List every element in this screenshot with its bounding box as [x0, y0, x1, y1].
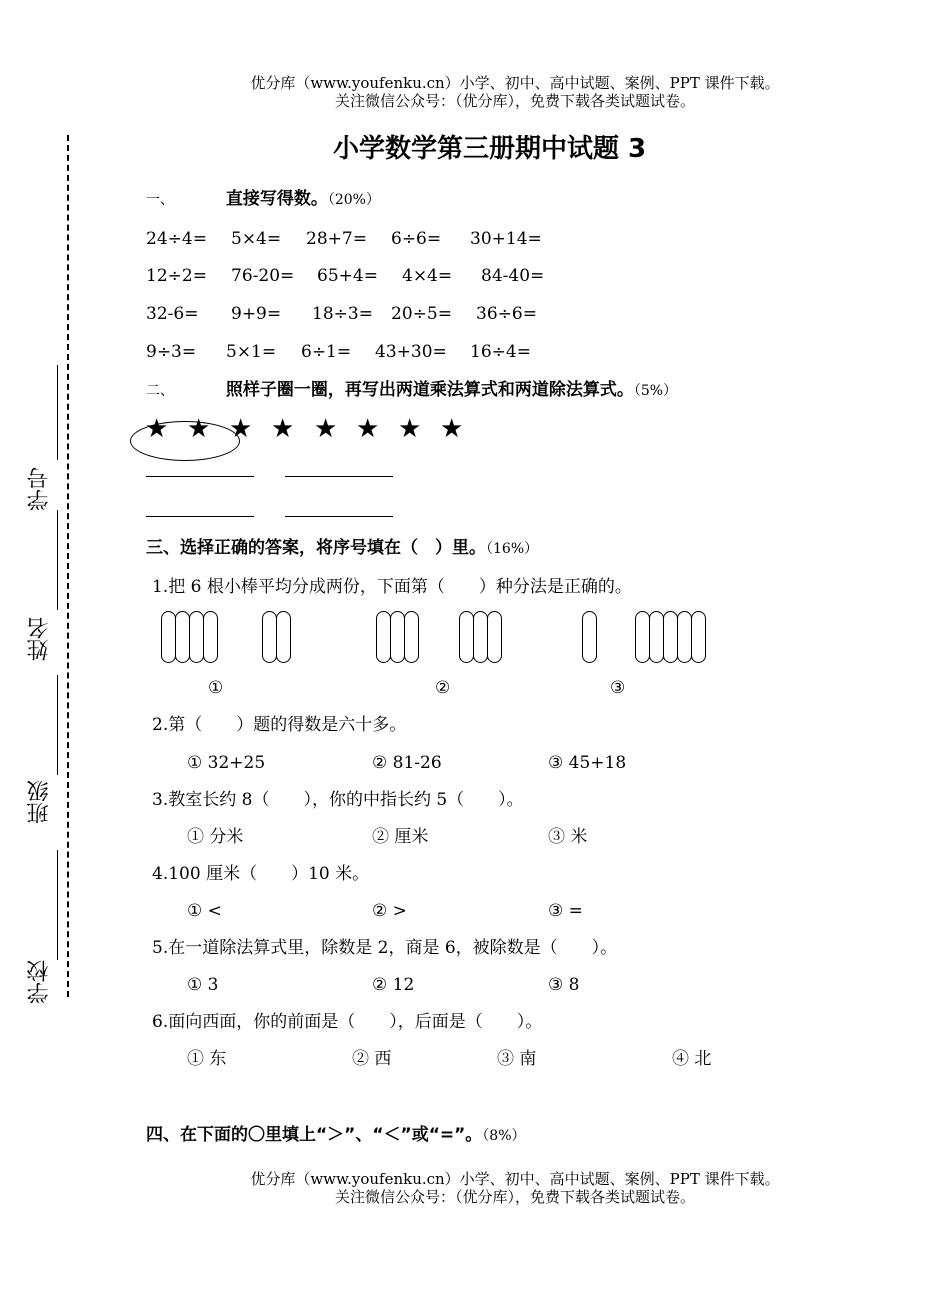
q4-text: 4.100 厘米（ ）10 米。 [152, 864, 370, 884]
star-icon: ★ [271, 414, 295, 444]
star-icon: ★ [187, 414, 211, 444]
answer-line-4[interactable] [285, 516, 393, 517]
stick [691, 611, 706, 663]
s1-r3c5: 36÷6= [476, 304, 537, 324]
q5-text: 5.在一道除法算式里，除数是 2，商是 6，被除数是（ ）。 [152, 938, 618, 958]
name-blank[interactable] [57, 510, 58, 610]
section2-heading [146, 379, 677, 402]
q3-option-1[interactable]: ① 分米 [187, 827, 244, 847]
star-icon: ★ [314, 414, 338, 444]
section3-title: 三、选择正确的答案，将序号填在（ ）里。 [146, 538, 486, 558]
s1-r1c4: 6÷6= [391, 229, 442, 249]
answer-line-1[interactable] [146, 476, 254, 477]
section1-score: （20%） [327, 192, 380, 208]
star-icon: ★ [145, 414, 169, 444]
s1-r4c3: 6÷1= [301, 342, 352, 362]
label-name: 姓名 [27, 617, 52, 661]
q6-text: 6.面向西面，你的前面是（ ），后面是（ ）。 [152, 1012, 543, 1032]
q2-option-3[interactable]: ③ 45+18 [548, 753, 627, 773]
s1-r2c5: 84-40= [481, 266, 545, 286]
class-blank[interactable] [57, 675, 58, 775]
q2-option-2[interactable]: ② 81-26 [372, 753, 442, 773]
q6-option-2[interactable]: ② 西 [352, 1049, 392, 1069]
section4-score: （8%） [482, 1128, 526, 1144]
s1-r3c4: 20÷5= [391, 304, 452, 324]
header-line-2: 关注微信公众号：（优分库），免费下载各类试题试卷。 [334, 92, 695, 110]
q4-option-2[interactable]: ② > [372, 901, 407, 921]
s1-r2c4: 4×4= [402, 266, 453, 286]
answer-line-2[interactable] [285, 476, 393, 477]
section1-heading [146, 188, 380, 211]
q1-option-3[interactable]: ③ [610, 678, 626, 698]
q2-option-1[interactable]: ① 32+25 [187, 753, 266, 773]
s1-r3c3: 18÷3= [312, 304, 373, 324]
s1-r4c5: 16÷4= [470, 342, 531, 362]
q3-text: 3.教室长约 8（ ），你的中指长约 5（ ）。 [152, 790, 524, 810]
example-circle [130, 421, 240, 461]
q2-text: 2.第（ ）题的得数是六十多。 [152, 715, 407, 735]
binding-dashed-line [67, 135, 69, 997]
stick-group-1a [161, 611, 217, 663]
s1-r1c3: 28+7= [306, 229, 367, 249]
stick [473, 611, 488, 663]
s1-r4c2: 5×1= [226, 342, 277, 362]
stick [262, 611, 277, 663]
q1-text: 1.把 6 根小棒平均分成两份，下面第（ ）种分法是正确的。 [152, 577, 632, 597]
stick [677, 611, 692, 663]
section1-num: 一、 [146, 192, 174, 208]
page-title: 小学数学第三册期中试题 3 [333, 134, 647, 164]
s1-r1c1: 24÷4= [146, 229, 207, 249]
section2-title: 照样子圈一圈，再写出两道乘法算式和两道除法算式。 [225, 380, 634, 400]
stick-group-2b [459, 611, 501, 663]
q5-option-1[interactable]: ① 3 [187, 975, 219, 995]
section4-heading [146, 1124, 526, 1147]
stick-group-2a [376, 611, 418, 663]
stick [189, 611, 204, 663]
stick [487, 611, 502, 663]
stick [161, 611, 176, 663]
q6-option-1[interactable]: ① 东 [187, 1049, 227, 1069]
stick [459, 611, 474, 663]
section4-title: 四、在下面的〇里填上“＞”、“＜”或“=”。 [146, 1125, 483, 1145]
q3-option-3[interactable]: ③ 米 [548, 827, 588, 847]
answer-line-3[interactable] [146, 516, 254, 517]
star-icon: ★ [440, 414, 464, 444]
stick [663, 611, 678, 663]
section1-title: 直接写得数。 [225, 189, 328, 209]
stick [404, 611, 419, 663]
star-icon: ★ [398, 414, 422, 444]
label-school: 学校 [27, 960, 52, 1004]
section3-heading [146, 537, 538, 560]
header-line-1: 优分库（www.youfenku.cn）小学、初中、高中试题、案例、PPT 课件下载。 [250, 74, 780, 92]
footer-line-1: 优分库（www.youfenku.cn）小学、初中、高中试题、案例、PPT 课件下载。 [250, 1170, 780, 1188]
s1-r2c2: 76-20= [231, 266, 295, 286]
stick [203, 611, 218, 663]
star-icon: ★ [229, 414, 253, 444]
s1-r1c5: 30+14= [470, 229, 542, 249]
stick-group-3b [635, 611, 705, 663]
s1-r4c1: 9÷3= [146, 342, 197, 362]
section3-score: （16%） [486, 541, 539, 557]
stick [649, 611, 664, 663]
q3-option-2[interactable]: ② 厘米 [372, 827, 429, 847]
star-icon: ★ [356, 414, 380, 444]
q4-option-1[interactable]: ① < [187, 901, 222, 921]
stick-group-3a [582, 611, 596, 663]
stick-group-1b [262, 611, 290, 663]
stick [582, 611, 597, 663]
s1-r4c4: 43+30= [375, 342, 447, 362]
stick [635, 611, 650, 663]
s1-r1c2: 5×4= [231, 229, 282, 249]
footer-line-2: 关注微信公众号：（优分库），免费下载各类试题试卷。 [334, 1188, 695, 1206]
section2-num: 二、 [146, 383, 174, 399]
q1-option-1[interactable]: ① [208, 678, 224, 698]
q5-option-3[interactable]: ③ 8 [548, 975, 580, 995]
s1-r2c1: 12÷2= [146, 266, 207, 286]
s1-r3c2: 9+9= [231, 304, 282, 324]
q1-option-2[interactable]: ② [435, 678, 451, 698]
q4-option-3[interactable]: ③ = [548, 901, 583, 921]
school-blank[interactable] [57, 850, 58, 960]
s1-r2c3: 65+4= [317, 266, 378, 286]
label-number: 学号 [27, 467, 52, 511]
q5-option-2[interactable]: ② 12 [372, 975, 415, 995]
stick [276, 611, 291, 663]
label-class: 班级 [27, 780, 52, 824]
section2-score: （5%） [633, 383, 678, 399]
q6-option-3[interactable]: ③ 南 [497, 1049, 537, 1069]
stick [390, 611, 405, 663]
q6-option-4[interactable]: ④ 北 [672, 1049, 712, 1069]
number-blank[interactable] [57, 365, 58, 460]
s1-r3c1: 32-6= [146, 304, 199, 324]
stick [376, 611, 391, 663]
stick [175, 611, 190, 663]
